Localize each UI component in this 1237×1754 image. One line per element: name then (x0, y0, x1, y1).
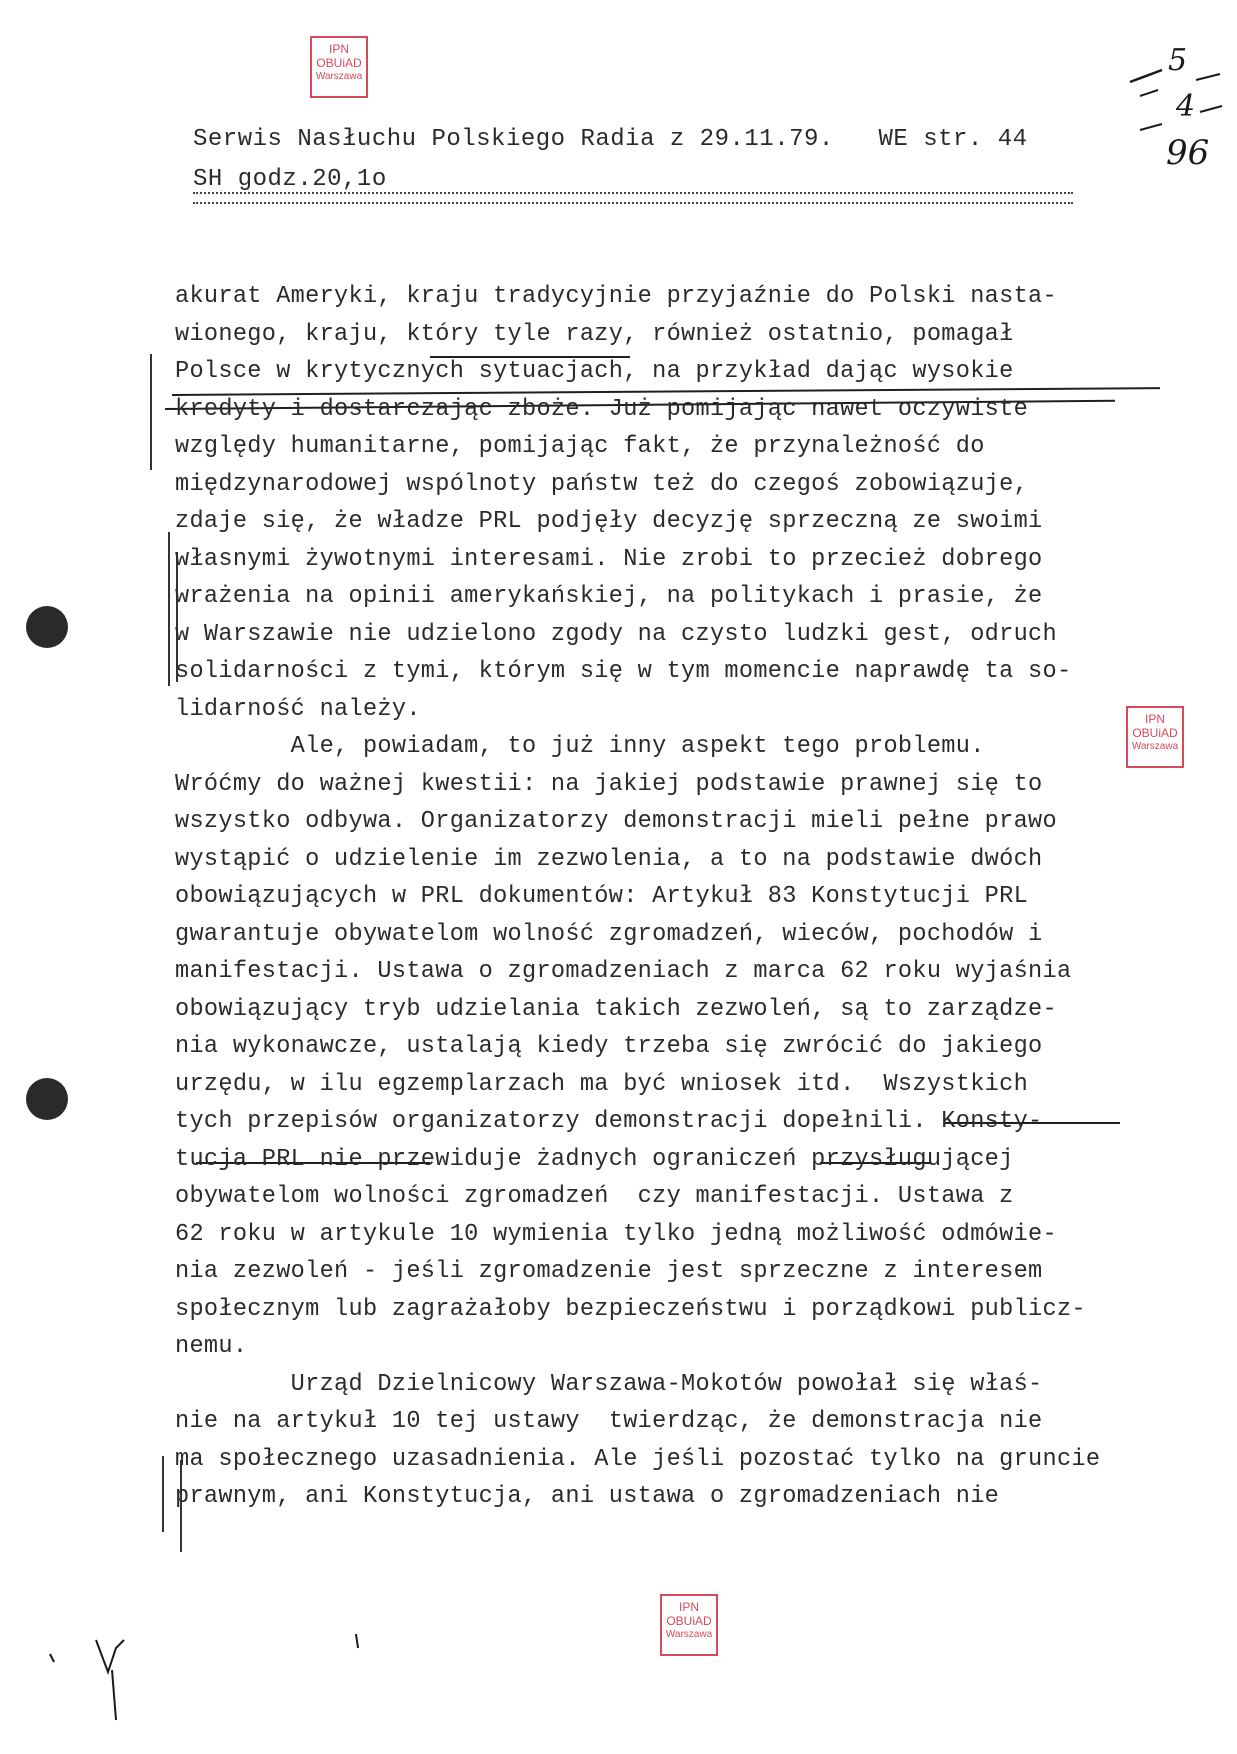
body-line: Ale, powiadam, to już inny aspekt tego problemu. (175, 733, 985, 760)
header-line-1: Serwis Nasłuchu Polskiego Radia z 29.11.79. WE str. 44 (193, 126, 1028, 153)
body-line: urzędu, w ilu egzemplarzach ma być wniosek itd. Wszystkich (175, 1070, 1029, 1098)
body-line: ma społecznego uzasadnienia. Ale jeśli pozostać tylko na gruncie (175, 1445, 1101, 1473)
ipn-stamp-bottom (660, 1594, 718, 1656)
stamp-text-3: Warszawa (665, 1629, 713, 1640)
stamp-text-1: IPN (678, 1600, 699, 1614)
handwritten-number-3: 96 (1166, 133, 1210, 173)
body-text (175, 278, 1175, 1516)
header-line-2: SH godz.20,1o (193, 166, 387, 193)
body-line: 62 roku w artykule 10 wymienia tylko jedną możliwość odmówie- (175, 1220, 1057, 1248)
margin-bar-4 (162, 1456, 164, 1532)
body-line: lidarność należy. (175, 695, 421, 723)
body-line: kredyty i dostarczając zboże. Już pomijając nawet oczywiste (175, 395, 1029, 423)
body-line: obywatelom wolności zgromadzeń czy manifestacji. Ustawa z (175, 1183, 1014, 1210)
stamp-text-3: Warszawa (1131, 741, 1179, 752)
body-line: wionego, kraju, który tyle razy, również ostatnio, pomagał (175, 320, 1014, 348)
body-line: prawnym, ani Konstytucja, ani ustawa o zgromadzeniach nie (175, 1483, 1000, 1510)
stamp-text-1: IPN (328, 42, 349, 56)
body-line: solidarności z tymi, którym się w tym momencie naprawdę ta so- (175, 658, 1072, 685)
body-line: obowiązujących w PRL dokumentów: Artykuł 83 Konstytucji PRL (175, 883, 1029, 910)
margin-bar-2 (168, 532, 170, 686)
body-line: nie na artykuł 10 tej ustawy twierdząc, że demonstracja nie (175, 1408, 1043, 1435)
body-line: manifestacji. Ustawa o zgromadzeniach z marca 62 roku wyjaśnia (175, 958, 1072, 985)
body-line: tych przepisów organizatorzy demonstracji dopełnili. Konsty- (175, 1108, 1043, 1135)
handwritten-number-1: 5 (1168, 43, 1188, 78)
stamp-text-2: OBUiAD (666, 1614, 712, 1628)
body-line: gwarantuje obywatelom wolność zgromadzeń, wieców, pochodów i (175, 920, 1043, 948)
body-line: akurat Ameryki, kraju tradycyjnie przyjaźnie do Polski nasta- (175, 283, 1057, 310)
header-divider (193, 192, 1073, 204)
body-line: własnymi żywotnymi interesami. Nie zrobi to przecież dobrego (175, 545, 1043, 573)
body-line: Wróćmy do ważnej kwestii: na jakiej podstawie prawnej się to (175, 770, 1043, 798)
body-line: zdaje się, że władze PRL podjęły decyzję sprzeczną ze swoimi (175, 508, 1043, 535)
body-line: nia wykonawcze, ustalają kiedy trzeba się zwrócić do jakiego (175, 1033, 1043, 1060)
stamp-text-2: OBUiAD (316, 56, 362, 70)
body-line: w Warszawie nie udzielono zgody na czysto ludzki gest, odruch (175, 620, 1057, 648)
body-line: wystąpić o udzielenie im zezwolenia, a to na podstawie dwóch (175, 845, 1043, 873)
body-line: Urząd Dzielnicowy Warszawa-Mokotów powołał się właś- (175, 1370, 1043, 1398)
punch-hole-top (26, 606, 68, 648)
body-line: obowiązujący tryb udzielania takich zezwoleń, są to zarządze- (175, 995, 1057, 1023)
body-line: względy humanitarne, pomijając fakt, że przynależność do (175, 433, 985, 460)
stamp-text-3: Warszawa (315, 71, 363, 82)
handwritten-number-2: 4 (1176, 89, 1196, 124)
body-line: wrażenia na opinii amerykańskiej, na politykach i prasie, że (175, 583, 1043, 610)
ipn-stamp-top (310, 36, 368, 98)
body-line: wszystko odbywa. Organizatorzy demonstracji mieli pełne prawo (175, 808, 1057, 835)
stamp-text-1: IPN (1144, 712, 1165, 726)
body-line: Polsce w krytycznych sytuacjach, na przykład dając wysokie (175, 358, 1014, 385)
stamp-text-2: OBUiAD (1132, 726, 1178, 740)
body-line: nia zezwoleń - jeśli zgromadzenie jest sprzeczne z interesem (175, 1258, 1043, 1285)
body-line: społecznym lub zagrażałoby bezpieczeństwu i porządkowi publicz- (175, 1295, 1086, 1323)
margin-bar-1 (150, 354, 152, 470)
body-line: nemu. (175, 1333, 248, 1360)
body-line: tucja PRL nie przewiduje żadnych ograniczeń przysługującej (175, 1145, 1014, 1173)
body-line: międzynarodowej wspólnoty państw też do czegoś zobowiązuje, (175, 470, 1029, 498)
punch-hole-bottom (26, 1078, 68, 1120)
